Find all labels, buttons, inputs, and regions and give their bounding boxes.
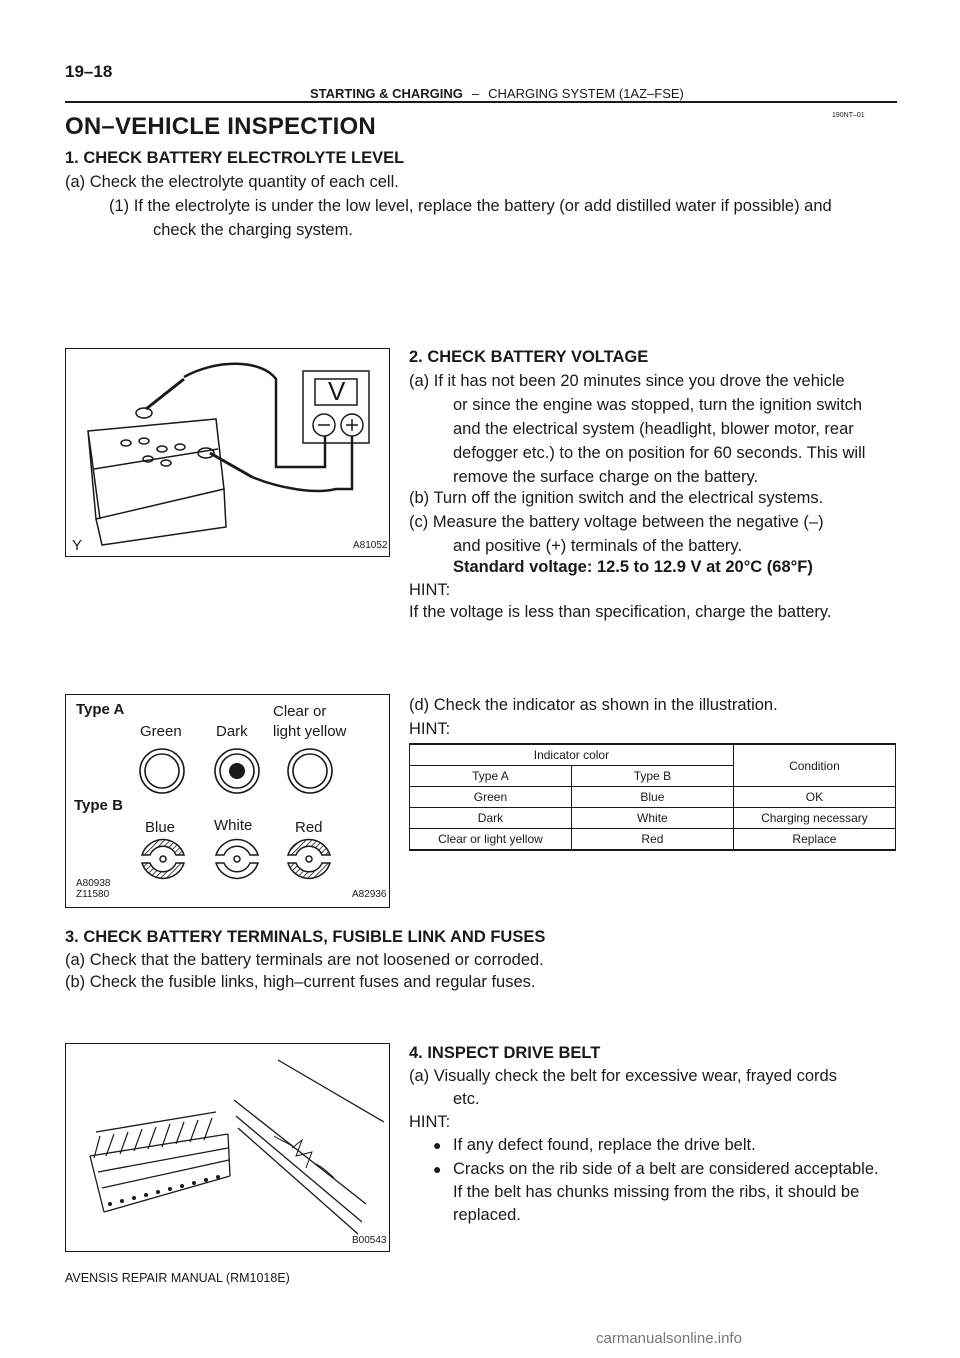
table-cell: White xyxy=(571,808,733,829)
header-separator: – xyxy=(471,86,480,101)
clear-label-line1: Clear or xyxy=(273,703,327,720)
page-title: ON–VEHICLE INSPECTION xyxy=(65,113,376,140)
step2-c-line1: (c) Measure the battery voltage between the negative (–) xyxy=(409,513,824,531)
step4-bullet1: If any defect found, replace the drive belt. xyxy=(453,1136,756,1154)
step2-a-line1: (a) If it has not been 20 minutes since you drove the vehicle xyxy=(409,372,845,390)
watermark: carmanualsonline.info xyxy=(596,1330,742,1347)
type-b-header: Type B xyxy=(571,766,733,787)
step2-d: (d) Check the indicator as shown in the illustration. xyxy=(409,696,778,714)
step1-a1-line2: check the charging system. xyxy=(153,221,353,239)
table-cell: Dark xyxy=(410,808,572,829)
header-rule xyxy=(65,101,897,103)
header-subsection: CHARGING SYSTEM (1AZ–FSE) xyxy=(488,86,684,101)
step1-a: (a) Check the electrolyte quantity of each cell. xyxy=(65,173,399,191)
bullet-icon: ● xyxy=(433,1137,442,1153)
table-header-row xyxy=(410,744,896,766)
indicator-drawing xyxy=(66,695,389,907)
step2-heading: 2. CHECK BATTERY VOLTAGE xyxy=(409,348,649,366)
figure-code-2: Z11580 xyxy=(76,889,110,900)
indicator-table xyxy=(409,743,896,851)
figure-code-1: A80938 xyxy=(76,878,111,889)
table-cell: Replace xyxy=(733,829,895,851)
bullet-icon: ● xyxy=(433,1161,442,1177)
table-cell: Red xyxy=(571,829,733,851)
step2-c-line2: and positive (+) terminals of the battery. xyxy=(453,537,743,555)
step3-heading: 3. CHECK BATTERY TERMINALS, FUSIBLE LINK AND FUSES xyxy=(65,928,546,946)
step1-a1-line1: (1) If the electrolyte is under the low level, replace the battery (or add distilled water if possible) and xyxy=(109,197,832,215)
step4-bullet2-line1: Cracks on the rib side of a belt are considered acceptable. xyxy=(453,1160,879,1178)
clear-label-line2: light yellow xyxy=(273,723,347,740)
battery-voltmeter-drawing xyxy=(66,349,389,556)
step3-a: (a) Check that the battery terminals are not loosened or corroded. xyxy=(65,951,544,969)
table-cell: Clear or light yellow xyxy=(410,829,572,851)
step2-a-line3: and the electrical system (headlight, blower motor, rear xyxy=(453,420,854,438)
step4-a-line1: (a) Visually check the belt for excessive wear, frayed cords xyxy=(409,1067,837,1085)
running-header xyxy=(310,86,684,101)
step2-hint2-label: HINT: xyxy=(409,720,451,738)
step4-bullet2-line3: replaced. xyxy=(453,1206,521,1224)
page-number: 19–18 xyxy=(65,62,113,81)
doc-code: 190NT–01 xyxy=(832,112,865,119)
standard-voltage: Standard voltage: 12.5 to 12.9 V at 20°C (68°F) xyxy=(453,558,813,576)
step2-a-line5: remove the surface charge on the battery. xyxy=(453,468,759,486)
type-a-label: Type A xyxy=(76,701,125,718)
step4-bullet2-line2: If the belt has chunks missing from the ribs, it should be xyxy=(453,1183,860,1201)
red-label: Red xyxy=(295,819,323,836)
figure-corner-mark: Y xyxy=(72,537,83,554)
meter-label: V xyxy=(328,376,346,406)
dark-label: Dark xyxy=(216,723,248,740)
step3-b: (b) Check the fusible links, high–current fuses and regular fuses. xyxy=(65,973,536,991)
step2-b: (b) Turn off the ignition switch and the electrical systems. xyxy=(409,489,824,507)
green-label: Green xyxy=(140,723,182,740)
step2-a-line2: or since the engine was stopped, turn the ignition switch xyxy=(453,396,863,414)
drive-belt-figure xyxy=(65,1043,390,1252)
figure-code: A81052 xyxy=(353,540,388,551)
table-cell: OK xyxy=(733,787,895,808)
step2-a-line4: defogger etc.) to the on position for 60 seconds. This will xyxy=(453,444,866,462)
step4-hint-label: HINT: xyxy=(409,1113,451,1131)
table-cell: Blue xyxy=(571,787,733,808)
header-section: STARTING & CHARGING xyxy=(310,86,463,101)
step2-hint-text: If the voltage is less than specification, charge the battery. xyxy=(409,603,832,621)
table-row xyxy=(410,829,896,851)
table-row xyxy=(410,787,896,808)
indicator-color-header: Indicator color xyxy=(410,744,734,766)
step2-hint-label: HINT: xyxy=(409,581,451,599)
blue-label: Blue xyxy=(145,819,176,836)
indicator-figure xyxy=(65,694,390,908)
table-cell: Charging necessary xyxy=(733,808,895,829)
figure-code: B00543 xyxy=(352,1235,387,1246)
type-b-label: Type B xyxy=(74,797,123,814)
condition-header: Condition xyxy=(733,744,895,787)
table-row xyxy=(410,808,896,829)
type-a-header: Type A xyxy=(410,766,572,787)
step1-heading: 1. CHECK BATTERY ELECTROLYTE LEVEL xyxy=(65,149,405,167)
battery-voltmeter-figure xyxy=(65,348,390,557)
table-cell: Green xyxy=(410,787,572,808)
white-label: White xyxy=(214,817,253,834)
drive-belt-drawing xyxy=(66,1044,389,1251)
step4-a-line2: etc. xyxy=(453,1090,480,1108)
footer: AVENSIS REPAIR MANUAL (RM1018E) xyxy=(65,1271,290,1285)
step4-heading: 4. INSPECT DRIVE BELT xyxy=(409,1044,601,1062)
figure-code-3: A82936 xyxy=(352,889,387,900)
